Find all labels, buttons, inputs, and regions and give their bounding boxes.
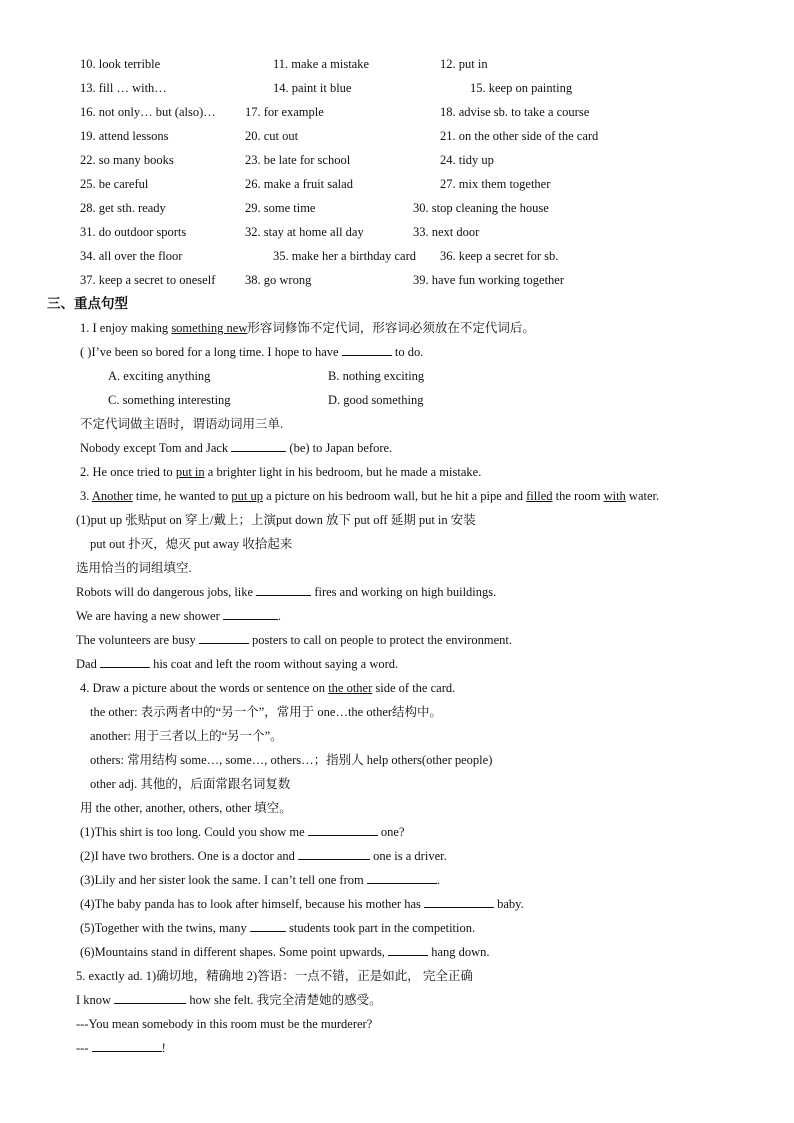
exactly-example-3: --- ! <box>76 1041 166 1055</box>
answer-blank[interactable] <box>199 632 249 644</box>
exactly-example-2: ---You mean somebody in this room must be the murderer? <box>76 1017 373 1031</box>
answer-blank[interactable] <box>367 872 437 884</box>
answer-blank[interactable] <box>92 1040 162 1052</box>
phrase-item: 32. stay at home all day <box>245 225 364 239</box>
other-usage-4: other adj. 其他的，后面常跟名词复数 <box>90 777 291 791</box>
phrase-item: 39. have fun working together <box>413 273 565 287</box>
phrase-item: 19. attend lessons <box>80 129 169 143</box>
phrase-item: 36. keep a secret for sb. <box>440 249 559 263</box>
answer-blank[interactable] <box>388 944 428 956</box>
answer-blank[interactable] <box>424 896 494 908</box>
answer-blank[interactable] <box>114 992 186 1004</box>
other-usage-1: the other: 表示两者中的“另一个”，常用于 one…the other结构中。 <box>90 705 443 719</box>
sentence-5: 5. exactly ad. 1)确切地，精确地 2)答语：一点不错，正是如此， 完全正确 <box>76 969 473 983</box>
option-a: A. exciting anything <box>108 369 211 383</box>
phrase-item: 11. make a mistake <box>273 57 370 71</box>
sentence-3: 3. Another time, he wanted to put up a picture on his bedroom wall, but he hit a pipe and filled the room with water. <box>80 489 660 503</box>
answer-blank[interactable] <box>342 344 392 356</box>
phrase-item: 22. so many books <box>80 153 174 167</box>
phrase-item: 35. make her a birthday card <box>273 249 416 263</box>
phrase-item: 30. stop cleaning the house <box>413 201 549 215</box>
other-question-3: (3)Lily and her sister look the same. I can’t tell one from . <box>80 873 440 887</box>
question-2: Nobody except Tom and Jack (be) to Japan before. <box>80 441 393 455</box>
phrase-item: 29. some time <box>245 201 316 215</box>
other-usage-2: another: 用于三者以上的“另一个”。 <box>90 729 283 743</box>
phrase-item: 38. go wrong <box>245 273 312 287</box>
phrase-item: 14. paint it blue <box>273 81 352 95</box>
phrase-item: 20. cut out <box>245 129 299 143</box>
phrase-item: 33. next door <box>413 225 480 239</box>
other-question-5: (5)Together with the twins, many students took part in the competition. <box>80 921 476 935</box>
phrase-item: 18. advise sb. to take a course <box>440 105 590 119</box>
underlined-phrase: something new <box>171 321 248 335</box>
phrase-item: 25. be careful <box>80 177 149 191</box>
answer-blank[interactable] <box>231 440 286 452</box>
answer-blank[interactable] <box>256 584 311 596</box>
answer-blank[interactable] <box>223 608 278 620</box>
phrase-item: 31. do outdoor sports <box>80 225 187 239</box>
phrase-item: 26. make a fruit salad <box>245 177 353 191</box>
put-phrases-line-1: (1)put up 张贴put on 穿上/戴上；上演put down 放下 put off 延期 put in 安装 <box>76 513 476 527</box>
phrase-item: 37. keep a secret to oneself <box>80 273 216 287</box>
answer-blank[interactable] <box>100 656 150 668</box>
put-phrases-line-2: put out 扑灭，熄灭 put away 收拾起来 <box>90 537 293 551</box>
fill-question-2: We are having a new shower . <box>76 609 281 623</box>
other-question-4: (4)The baby panda has to look after himself, because his mother has baby. <box>80 897 524 911</box>
option-b: B. nothing exciting <box>328 369 425 383</box>
phrase-item: 10. look terrible <box>80 57 161 71</box>
answer-blank[interactable] <box>250 920 286 932</box>
other-question-1: (1)This shirt is too long. Could you show me one? <box>80 825 405 839</box>
section-title: 三、重点句型 <box>47 296 128 312</box>
fill-question-1: Robots will do dangerous jobs, like fires and working on high buildings. <box>76 585 497 599</box>
phrase-item: 28. get sth. ready <box>80 201 166 215</box>
phrase-item: 34. all over the floor <box>80 249 183 263</box>
fill-question-4: Dad his coat and left the room without saying a word. <box>76 657 399 671</box>
phrase-item: 21. on the other side of the card <box>440 129 599 143</box>
phrase-item: 16. not only… but (also)… <box>80 105 216 119</box>
option-c: C. something interesting <box>108 393 231 407</box>
option-d: D. good something <box>328 393 424 407</box>
exactly-example-1: I know how she felt. 我完全清楚她的感受。 <box>76 993 382 1007</box>
sentence-2: 2. He once tried to put in a brighter light in his bedroom, but he made a mistake. <box>80 465 482 479</box>
other-task: 用 the other, another, others, other 填空。 <box>80 801 292 815</box>
phrase-item: 12. put in <box>440 57 488 71</box>
phrase-item: 15. keep on painting <box>470 81 573 95</box>
sentence-1: 1. I enjoy making something new形容词修饰不定代词，形容词必须放在不定代词后。 <box>80 321 535 335</box>
grammar-note: 不定代词做主语时，谓语动词用三单. <box>80 417 284 431</box>
other-question-6: (6)Mountains stand in different shapes. Some point upwards, hang down. <box>80 945 490 959</box>
phrase-item: 13. fill … with… <box>80 81 167 95</box>
question-1-stem: ( )I’ve been so bored for a long time. I hope to have to do. <box>80 345 424 359</box>
fill-question-3: The volunteers are busy posters to call on people to protect the environment. <box>76 633 513 647</box>
phrase-item: 27. mix them together <box>440 177 551 191</box>
other-usage-3: others: 常用结构 some…, some…, others…；指别人 help others(other people) <box>90 753 493 767</box>
fill-title: 选用恰当的词组填空. <box>76 561 192 575</box>
phrase-item: 24. tidy up <box>440 153 494 167</box>
other-question-2: (2)I have two brothers. One is a doctor and one is a driver. <box>80 849 447 863</box>
sentence-4: 4. Draw a picture about the words or sentence on the other side of the card. <box>80 681 456 695</box>
phrase-item: 17. for example <box>245 105 324 119</box>
answer-blank[interactable] <box>298 848 370 860</box>
phrase-item: 23. be late for school <box>245 153 351 167</box>
answer-blank[interactable] <box>308 824 378 836</box>
